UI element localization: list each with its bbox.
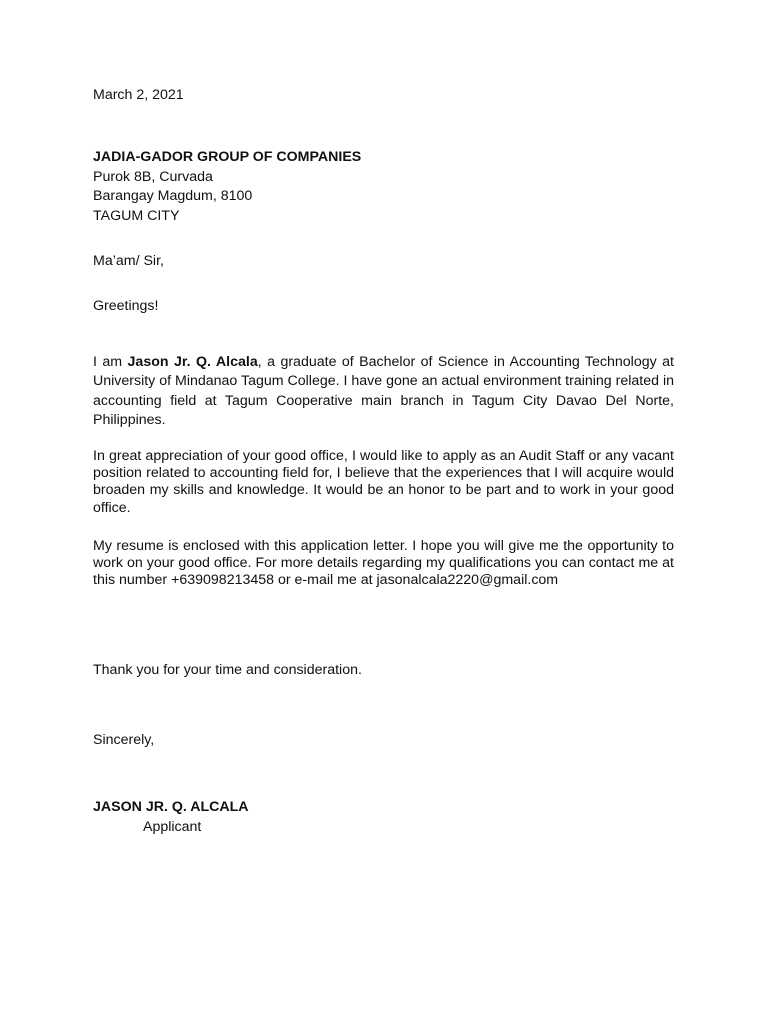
recipient-address-line3: TAGUM CITY [93,207,180,224]
signature-block [93,798,674,837]
signature-name: JASON JR. Q. ALCALA [93,799,249,815]
greeting-block [93,297,674,317]
thanks-line: Thank you for your time and consideration. [93,662,362,678]
body-paragraph-1 [93,353,674,431]
recipient-address [93,148,674,226]
recipient-address-line2: Barangay Magdum, 8100 [93,188,253,204]
paragraph2-text: In great appreciation of your good office, I would like to apply as an Audit Staff or any vacant position related to accounting field for, I believe that the experiences that I will acquire would broaden my skills and knowledge. It would be an honor to be part and to work in your good office. [93,448,674,516]
letter-date-block [93,86,674,106]
greeting: Greetings! [93,298,159,314]
closing-line: Sincerely, [93,732,155,748]
thanks-block [93,661,674,681]
paragraph3-text: My resume is enclosed with this application letter. I hope you will give me the opportunity to work on your good office. For more details regarding my qualifications you can contact me at this number +639098213458 or e-mail me at jasonalcala2220@gmail.com [93,538,674,589]
recipient-company: JADIA-GADOR GROUP OF COMPANIES [93,149,362,165]
applicant-name-inline: Jason Jr. Q. Alcala [127,354,258,370]
body-paragraph-2 [93,448,674,517]
letter-date: March 2, 2021 [93,87,184,103]
closing-block [93,731,674,751]
signature-title: Applicant [143,818,202,835]
salutation-block [93,252,674,272]
salutation: Ma’am/ Sir, [93,253,164,269]
recipient-address-line1: Purok 8B, Curvada [93,168,213,185]
paragraph1-intro: I am [93,354,128,370]
paragraph1-rest: , a graduate of Bachelor of Science in Accounting Technology at University of Mindanao Tagum College. I have gone an actual environment training related in accounting field at Tagum Cooperative main branch in Tagum City Davao Del Norte, Philippines. [93,354,674,429]
body-paragraph-3 [93,538,674,590]
